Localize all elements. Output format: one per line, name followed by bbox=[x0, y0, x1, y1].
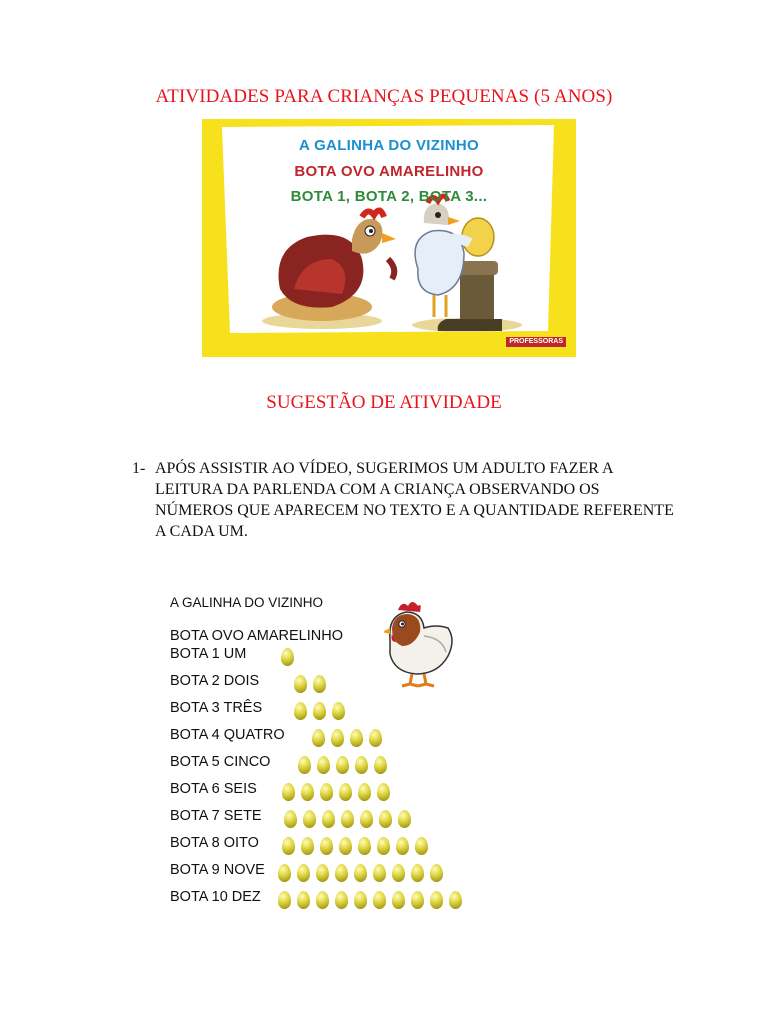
egg-group bbox=[298, 756, 393, 774]
cover-brand-logo: PROFESSORAS bbox=[506, 337, 566, 347]
egg-icon bbox=[339, 783, 352, 801]
rhyme-row-label: BOTA 7 SETE bbox=[170, 808, 262, 825]
rhyme-row bbox=[170, 862, 265, 886]
cover-title-line3: BOTA 1, BOTA 2, BOTA 3... bbox=[290, 188, 488, 205]
hen-illustration-icon bbox=[384, 598, 456, 692]
egg-group bbox=[312, 729, 388, 747]
page-title: ATIVIDADES PARA CRIANÇAS PEQUENAS (5 ANOS) bbox=[155, 86, 613, 107]
egg-icon bbox=[278, 891, 291, 909]
egg-icon bbox=[303, 810, 316, 828]
egg-icon bbox=[360, 810, 373, 828]
rhyme-row bbox=[170, 700, 262, 724]
egg-icon bbox=[297, 891, 310, 909]
egg-icon bbox=[297, 864, 310, 882]
egg-icon bbox=[332, 702, 345, 720]
egg-icon bbox=[301, 837, 314, 855]
egg-icon bbox=[354, 864, 367, 882]
egg-icon bbox=[331, 729, 344, 747]
egg-icon bbox=[392, 891, 405, 909]
egg-icon bbox=[415, 837, 428, 855]
rhyme-row-label: BOTA 8 OITO bbox=[170, 835, 259, 852]
egg-icon bbox=[354, 891, 367, 909]
cover-title-line1: A GALINHA DO VIZINHO bbox=[299, 137, 479, 154]
egg-icon bbox=[335, 891, 348, 909]
egg-icon bbox=[317, 756, 330, 774]
rhyme-row bbox=[170, 727, 285, 751]
egg-group bbox=[284, 810, 417, 828]
rhyme-row bbox=[170, 754, 270, 778]
egg-icon bbox=[341, 810, 354, 828]
egg-icon bbox=[282, 837, 295, 855]
rhyme-row bbox=[170, 889, 261, 913]
rhyme-row-label: BOTA 9 NOVE bbox=[170, 862, 265, 879]
egg-icon bbox=[377, 783, 390, 801]
egg-icon bbox=[336, 756, 349, 774]
egg-icon bbox=[278, 864, 291, 882]
rhyme-row bbox=[170, 646, 246, 670]
egg-icon bbox=[339, 837, 352, 855]
egg-group bbox=[282, 837, 434, 855]
rhyme-title: A GALINHA DO VIZINHO bbox=[170, 595, 324, 610]
egg-group bbox=[282, 783, 396, 801]
egg-icon bbox=[281, 648, 294, 666]
rhyme-subtitle: BOTA OVO AMARELINHO bbox=[170, 628, 343, 644]
instruction-number: 1- bbox=[132, 460, 146, 477]
cover-illustration bbox=[202, 119, 576, 357]
egg-icon bbox=[320, 783, 333, 801]
egg-icon bbox=[298, 756, 311, 774]
egg-group bbox=[294, 675, 332, 693]
rhyme-row-label: BOTA 10 DEZ bbox=[170, 889, 261, 906]
egg-icon bbox=[316, 891, 329, 909]
egg-icon bbox=[355, 756, 368, 774]
egg-icon bbox=[301, 783, 314, 801]
section-title: SUGESTÃO DE ATIVIDADE bbox=[266, 392, 502, 413]
egg-icon bbox=[313, 675, 326, 693]
egg-icon bbox=[320, 837, 333, 855]
egg-icon bbox=[392, 864, 405, 882]
rhyme-row bbox=[170, 781, 257, 805]
rhyme-row-label: BOTA 5 CINCO bbox=[170, 754, 271, 771]
egg-icon bbox=[358, 783, 371, 801]
egg-icon bbox=[322, 810, 335, 828]
rhyme-row-label: BOTA 1 UM bbox=[170, 646, 247, 663]
egg-group bbox=[294, 702, 351, 720]
rhyme-row bbox=[170, 673, 259, 697]
egg-icon bbox=[374, 756, 387, 774]
egg-icon bbox=[449, 891, 462, 909]
egg-icon bbox=[335, 864, 348, 882]
egg-icon bbox=[358, 837, 371, 855]
egg-icon bbox=[430, 891, 443, 909]
egg-icon bbox=[294, 702, 307, 720]
cover-artwork-icon bbox=[202, 119, 576, 357]
rhyme-row-label: BOTA 6 SEIS bbox=[170, 781, 257, 798]
rhyme-row-label: BOTA 2 DOIS bbox=[170, 673, 260, 690]
egg-icon bbox=[398, 810, 411, 828]
egg-icon bbox=[282, 783, 295, 801]
egg-icon bbox=[430, 864, 443, 882]
rhyme-row bbox=[170, 835, 259, 859]
egg-icon bbox=[369, 729, 382, 747]
egg-icon bbox=[377, 837, 390, 855]
egg-icon bbox=[396, 837, 409, 855]
rhyme-row bbox=[170, 808, 262, 832]
egg-icon bbox=[379, 810, 392, 828]
egg-icon bbox=[411, 864, 424, 882]
egg-group bbox=[278, 864, 449, 882]
egg-icon bbox=[284, 810, 297, 828]
egg-icon bbox=[313, 702, 326, 720]
egg-icon bbox=[373, 891, 386, 909]
egg-icon bbox=[316, 864, 329, 882]
egg-icon bbox=[312, 729, 325, 747]
cover-title-line2: BOTA OVO AMARELINHO bbox=[294, 163, 484, 180]
egg-group bbox=[278, 891, 468, 909]
egg-icon bbox=[411, 891, 424, 909]
instruction-text: APÓS ASSISTIR AO VÍDEO, SUGERIMOS UM ADULTO FAZER A LEITURA DA PARLENDA COM A CRIANÇA OBSERVANDO OS NÚMEROS QUE APARECEM NO TEXTO E A QUANTIDADE REFERENTE A CADA UM. bbox=[155, 460, 674, 540]
egg-icon bbox=[350, 729, 363, 747]
egg-icon bbox=[294, 675, 307, 693]
rhyme-row-label: BOTA 4 QUATRO bbox=[170, 727, 285, 744]
egg-icon bbox=[373, 864, 386, 882]
egg-group bbox=[281, 648, 300, 666]
rhyme-row-label: BOTA 3 TRÊS bbox=[170, 700, 263, 717]
